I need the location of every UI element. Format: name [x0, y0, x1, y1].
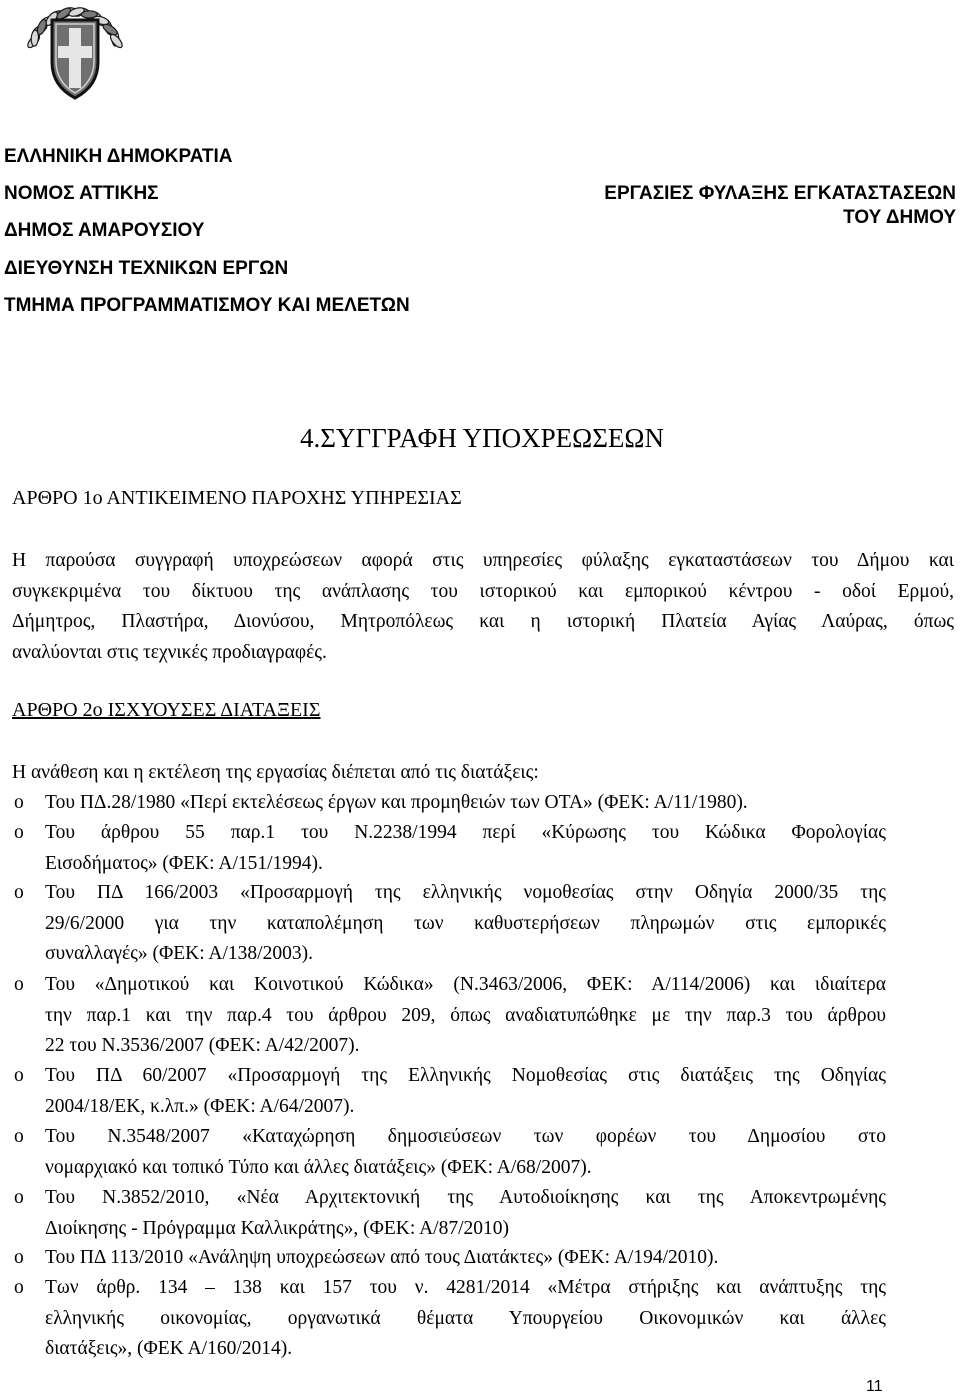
- list-item-line: συναλλαγές» (ΦΕΚ: Α/138/2003).: [45, 943, 313, 964]
- article1-heading: ΑΡΘΡΟ 1ο ΑΝΤΙΚΕΙΜΕΝΟ ΠΑΡΟΧΗΣ ΥΠΗΡΕΣΙΑΣ: [12, 487, 462, 509]
- list-item-text: [45, 1183, 886, 1244]
- list-item-line: ελληνικής οικονομίας, οργανωτικά θέματα Υπουργείου Οικονομικών και άλλες: [45, 1307, 886, 1329]
- paragraph-line: Δήμητρος, Πλαστήρα, Διονύσου, Μητροπόλεως και η ιστορική Πλατεία Αγίας Λαύρας, όπως: [12, 611, 954, 632]
- list-item-line: Του άρθρου 55 παρ.1 του Ν.2238/1994 περί «Κύρωσης του Κώδικα Φορολογίας: [45, 822, 886, 843]
- list-item-text: [45, 788, 886, 819]
- list-item-line: 29/6/2000 για την καταπολέμηση των καθυστερήσεων πληρωμών στις εμπορικές: [45, 912, 886, 934]
- laurel-leaf: [31, 30, 39, 46]
- header-republic: ΕΛΛΗΝΙΚΗ ΔΗΜΟΚΡΑΤΙΑ: [4, 146, 233, 167]
- article2-intro: Η ανάθεση και η εκτέλεση της εργασίας διέπεται από τις διατάξεις:: [12, 762, 539, 783]
- paragraph-line: Η παρούσα συγγραφή υποχρεώσεων αφορά στις υπηρεσίες φύλαξης εγκαταστάσεων του Δήμου και: [12, 550, 954, 571]
- article2-heading: ΑΡΘΡΟ 2ο ΙΣΧΥΟΥΣΕΣ ΔΙΑΤΑΞΕΙΣ: [12, 699, 321, 721]
- list-item-line: 22 του Ν.3536/2007 (ΦΕΚ: Α/42/2007).: [45, 1035, 360, 1056]
- paragraph-line: αναλύονται στις τεχνικές προδιαγραφές.: [12, 641, 327, 663]
- list-item-line: Του ΠΔ.28/1980 «Περί εκτελέσεως έργων και προμηθειών των ΟΤΑ» (ΦΕΚ: Α/11/1980).: [45, 792, 748, 813]
- list-item-line: 2004/18/ΕΚ, κ.λπ.» (ΦΕΚ: Α/64/2007).: [45, 1095, 355, 1117]
- list-item-text: [45, 878, 886, 970]
- header-directorate: ΔΙΕΥΘΥΝΣΗ ΤΕΧΝΙΚΩΝ ΕΡΓΩΝ: [4, 258, 289, 279]
- list-item-text: [45, 1122, 886, 1183]
- cross-horizontal: [58, 46, 92, 58]
- list-item-text: [45, 1243, 886, 1274]
- bullet-marker: o: [14, 882, 24, 903]
- list-item-line: Των άρθρ. 134 – 138 και 157 του ν. 4281/2014 «Μέτρα στήριξης και ανάπτυξης της: [45, 1277, 886, 1298]
- project-title-line2: ΤΟΥ ΔΗΜΟΥ: [843, 207, 956, 228]
- header-prefecture: ΝΟΜΟΣ ΑΤΤΙΚΗΣ: [4, 183, 159, 204]
- list-item-line: Του ΠΔ 60/2007 «Προσαρμογή της Ελληνικής Νομοθεσίας στις διατάξεις της Οδηγίας: [45, 1065, 886, 1086]
- list-item-line: Του Ν.3548/2007 «Καταχώρηση δημοσιεύσεων των φορέων του Δημοσίου στο: [45, 1126, 886, 1147]
- bullet-marker: o: [14, 1065, 24, 1086]
- list-item-line: Του ΠΔ 166/2003 «Προσαρμογή της ελληνικής νομοθεσίας στην Οδηγία 2000/35 της: [45, 882, 886, 903]
- greek-coat-of-arms-icon: [16, 4, 134, 108]
- list-item-line: νομαρχιακό και τοπικό Τύπο και άλλες διατάξεις» (ΦΕΚ: Α/68/2007).: [45, 1156, 592, 1178]
- bullet-marker: o: [14, 1277, 24, 1298]
- list-item-line: Εισοδήματος» (ΦΕΚ: Α/151/1994).: [45, 852, 323, 874]
- list-item-line: διατάξεις», (ΦΕΚ Α/160/2014).: [45, 1338, 293, 1359]
- bullet-marker: o: [14, 792, 24, 813]
- bullet-marker: o: [14, 1247, 24, 1268]
- bullet-marker: o: [14, 822, 24, 843]
- article1-paragraph: [12, 546, 954, 668]
- project-title-line1: ΕΡΓΑΣΙΕΣ ΦΥΛΑΞΗΣ ΕΓΚΑΤΑΣΤΑΣΕΩΝ: [604, 183, 956, 204]
- header-municipality: ΔΗΜΟΣ ΑΜΑΡΟΥΣΙΟΥ: [4, 220, 205, 241]
- bullet-marker: o: [14, 1126, 24, 1147]
- list-item-line: την παρ.1 και την παρ.4 του άρθρου 209, όπως αναδιατυπώθηκε με την παρ.3 του άρθρου: [45, 1004, 886, 1026]
- bullet-marker: o: [14, 1187, 24, 1208]
- list-item-line: Του ΠΔ 113/2010 «Ανάληψη υποχρεώσεων από τους Διατάκτες» (ΦΕΚ: Α/194/2010).: [45, 1247, 719, 1268]
- bullet-marker: o: [14, 974, 24, 995]
- header-department: ΤΜΗΜΑ ΠΡΟΓΡΑΜΜΑΤΙΣΜΟΥ ΚΑΙ ΜΕΛΕΤΩΝ: [4, 295, 410, 316]
- list-item-line: Του «Δημοτικού και Κοινοτικού Κώδικα» (Ν.3463/2006, ΦΕΚ: Α/114/2006) και ιδιαίτερα: [45, 974, 886, 995]
- list-item-text: [45, 1061, 886, 1122]
- paragraph-line: συγκεκριμένα του δίκτυου της ανάπλασης του ιστορικού και εμπορικού κέντρου - οδοί Ερμού,: [12, 580, 954, 602]
- page-number: 11: [866, 1378, 883, 1395]
- list-item-text: [45, 970, 886, 1062]
- list-item-line: Του Ν.3852/2010, «Νέα Αρχιτεκτονική της Αυτοδιοίκησης και της Αποκεντρωμένης: [45, 1187, 886, 1208]
- document-title: 4.ΣΥΓΓΡΑΦΗ ΥΠΟΧΡΕΩΣΕΩΝ: [300, 423, 664, 453]
- list-item-text: [45, 818, 886, 879]
- list-item-line: Διοίκησης - Πρόγραμμα Καλλικράτης», (ΦΕΚ: Α/87/2010): [45, 1217, 510, 1239]
- list-item-text: [45, 1273, 886, 1365]
